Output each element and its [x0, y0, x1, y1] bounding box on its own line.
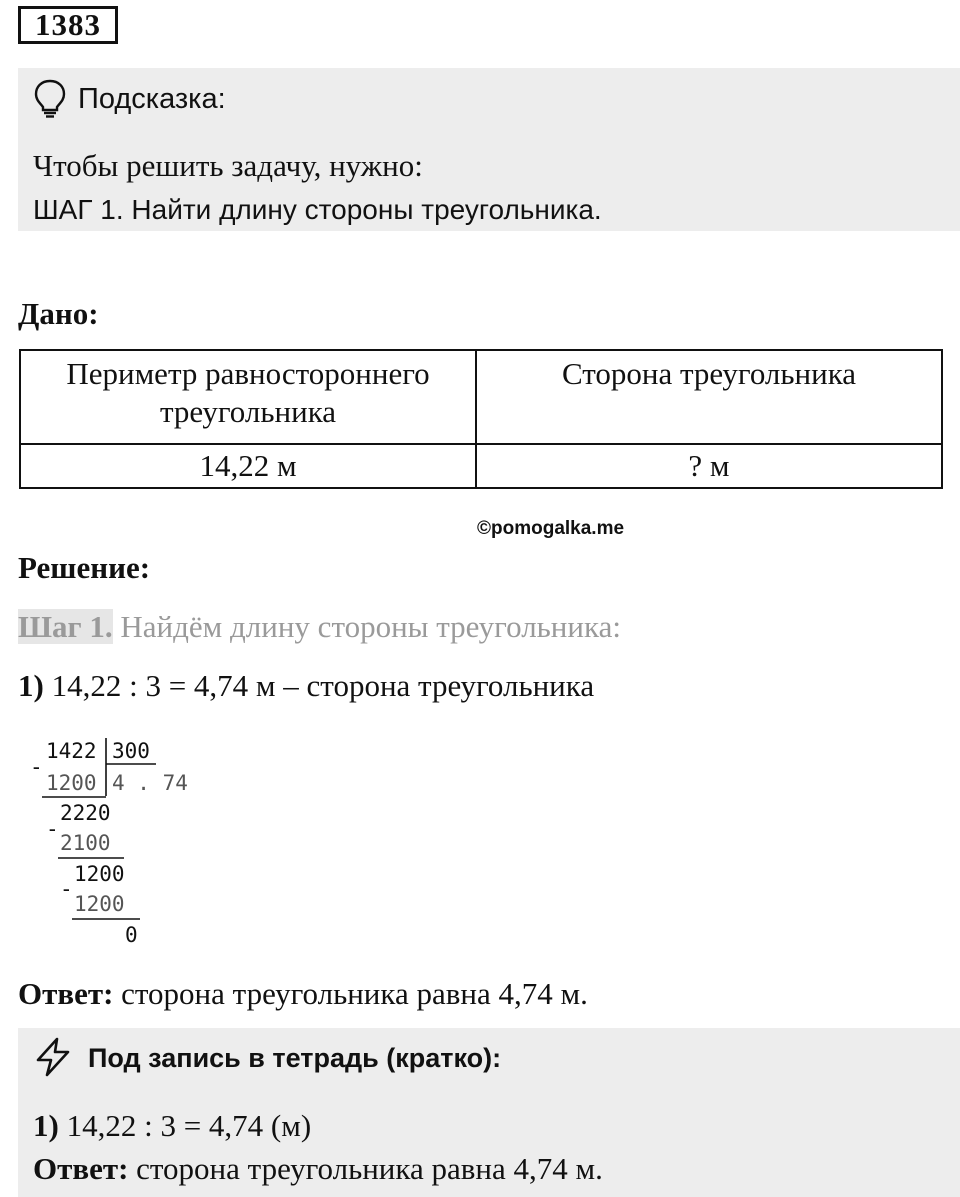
notebook-calc-label: 1) [33, 1108, 59, 1143]
lightbulb-icon [32, 78, 68, 118]
hint-step-text: Найти длину стороны треугольника. [123, 194, 602, 225]
given-header-side: Сторона треугольника [476, 350, 942, 444]
division-rem-3: 0 [125, 923, 138, 947]
division-minus-3: - [60, 877, 73, 901]
notebook-answer-text: сторона треугольника равна 4,74 м. [128, 1151, 603, 1186]
given-value-side: ? м [476, 444, 942, 488]
solution-step1-text: Найдём длину стороны треугольника: [112, 609, 621, 644]
hint-step-label: ШАГ 1. [33, 194, 124, 225]
given-header-perimeter: Периметр равностороннего треугольника [20, 350, 476, 444]
hint-intro: Чтобы решить задачу, нужно: [33, 148, 423, 183]
notebook-calc-text: 14,22 : 3 = 4,74 (м) [58, 1108, 312, 1143]
given-table [19, 349, 943, 489]
given-value-perimeter: 14,22 м [20, 444, 476, 488]
division-sub-2: 2100 [60, 831, 111, 855]
lightning-icon [32, 1036, 74, 1078]
answer-text: сторона треугольника равна 4,74 м. [113, 976, 588, 1011]
hint-step [33, 193, 602, 227]
division-sub-3: 1200 [74, 892, 125, 916]
answer [18, 975, 588, 1013]
division-rem-2: 1200 [74, 862, 125, 886]
solution-title: Решение: [18, 550, 151, 585]
task-number: 1383 [18, 6, 118, 44]
solution-calc-label: 1) [18, 668, 44, 703]
given-title: Дано: [18, 296, 99, 331]
notebook-answer [33, 1150, 603, 1188]
solution-calc-text: 14,22 : 3 = 4,74 м – сторона треугольника [43, 668, 595, 703]
notebook-calc [33, 1107, 311, 1145]
hint-title: Подсказка: [78, 83, 226, 115]
division-minus-1: - [30, 755, 43, 779]
watermark: ©pomogalka.me [477, 518, 625, 539]
notebook-title: Под запись в тетрадь (кратко): [88, 1043, 502, 1073]
division-divisor: 300 [112, 739, 150, 763]
solution-calc [18, 667, 594, 705]
solution-step1-label: Шаг 1. [18, 609, 113, 644]
notebook-answer-label: Ответ: [33, 1151, 129, 1186]
division-minus-2: - [46, 817, 59, 841]
division-quotient: 4 . 74 [112, 771, 188, 795]
long-division [28, 730, 228, 950]
division-dividend: 1422 [46, 739, 97, 763]
solution-step1 [18, 608, 621, 646]
division-sub-1: 1200 [46, 771, 97, 795]
division-rem-1: 2220 [60, 801, 111, 825]
answer-label: Ответ: [18, 976, 114, 1011]
